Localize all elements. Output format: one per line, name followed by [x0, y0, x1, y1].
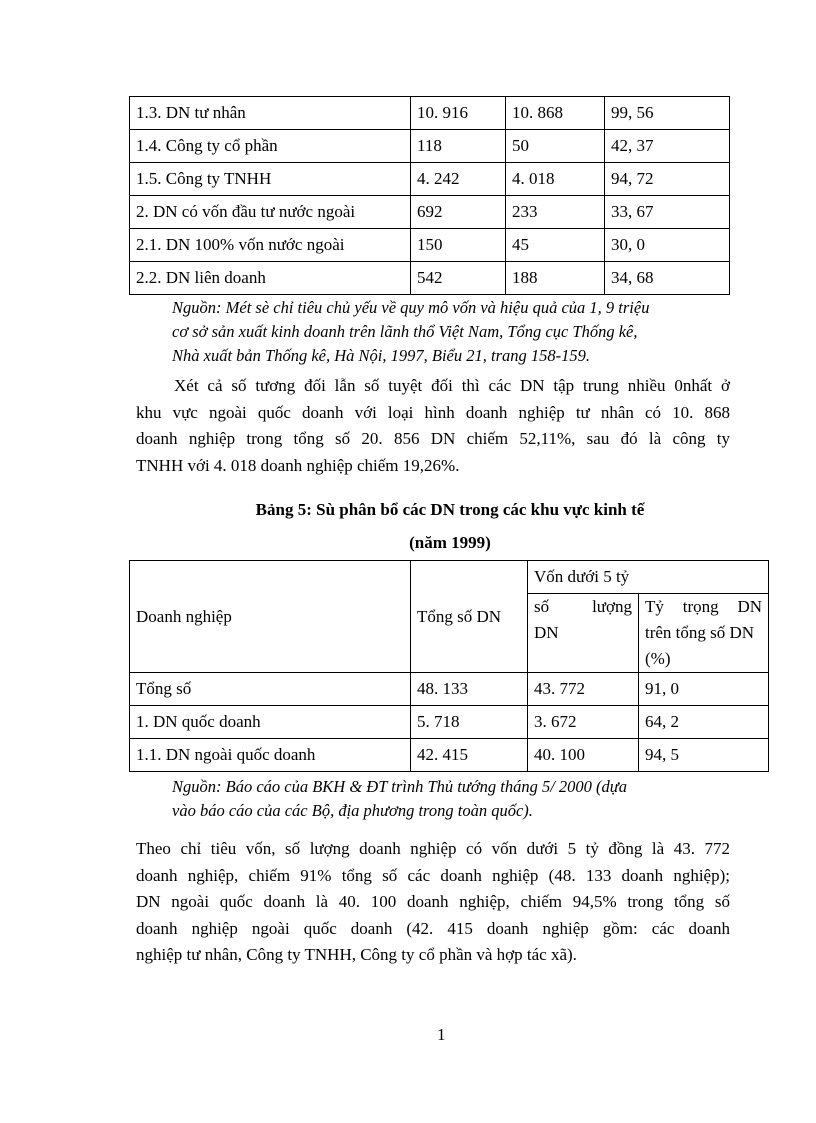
table-cell: 42. 415: [411, 739, 528, 772]
header-cell-enterprise: Doanh nghiệp: [130, 561, 411, 673]
source-line: cơ sở sản xuất kinh doanh trên lãnh thổ Việt Nam, Tổng cục Thống kê,: [172, 322, 638, 341]
page-number: 1: [437, 1025, 446, 1044]
table-cell: 150: [411, 229, 506, 262]
header-line: số lượng: [534, 597, 632, 616]
table-row: [130, 229, 730, 262]
paragraph-line: doanh nghiệp, chiếm 91% tổng số các doanh nghiệp (48. 133 doanh nghiệp);: [136, 865, 730, 885]
table-cell: 40. 100: [528, 739, 639, 772]
table-cell: 233: [506, 196, 605, 229]
table-cell: 692: [411, 196, 506, 229]
table-cell: 45: [506, 229, 605, 262]
table-cell: 99, 56: [605, 97, 730, 130]
table-cell: 3. 672: [528, 706, 639, 739]
table-row: [130, 706, 769, 739]
paragraph-line: doanh nghiệp ngoài quốc doanh (42. 415 doanh nghiệp gồm: các doanh: [136, 918, 730, 938]
paragraph-line: nghiệp tư nhân, Công ty TNHH, Công ty cổ phần và hợp tác xã).: [136, 945, 577, 964]
paragraph-line: Xét cả số tương đối lẫn số tuyệt đối thì các DN tập trung nhiều 0nhất ở: [174, 376, 730, 395]
table-source-note: [172, 775, 732, 823]
source-line: vào báo cáo của các Bộ, địa phương trong toàn quốc).: [172, 801, 533, 820]
table-cell: 50: [506, 130, 605, 163]
table-cell: 1.3. DN tư nhân: [130, 97, 411, 130]
table-cell: 188: [506, 262, 605, 295]
table-cell: 64, 2: [639, 706, 769, 739]
table-cell: 94, 5: [639, 739, 769, 772]
table-header-row: [130, 561, 769, 594]
table-caption: Bảng 5: Sù phân bổ các DN trong các khu vực kinh tế: [255, 500, 645, 519]
table-cell: 1.1. DN ngoài quốc doanh: [130, 739, 411, 772]
table-cell: 91, 0: [639, 673, 769, 706]
table-cell: 33, 67: [605, 196, 730, 229]
header-cell-capital-group: Vốn dưới 5 tỷ: [528, 561, 769, 594]
header-cell-count: [528, 594, 639, 673]
enterprise-capital-table-continued: [129, 96, 730, 295]
source-line: Nhà xuất bản Thống kê, Hà Nội, 1997, Biểu 21, trang 158-159.: [172, 346, 590, 365]
table-row: [130, 130, 730, 163]
table-cell: 2.1. DN 100% vốn nước ngoài: [130, 229, 411, 262]
header-cell-total: Tổng số DN: [411, 561, 528, 673]
table-cell: 5. 718: [411, 706, 528, 739]
table-cell: 34, 68: [605, 262, 730, 295]
table-cell: 10. 868: [506, 97, 605, 130]
source-line: Nguồn: Mét sè chỉ tiêu chủ yếu về quy mô vốn và hiệu quả của 1, 9 triệu: [172, 298, 650, 317]
table-cell: 542: [411, 262, 506, 295]
paragraph-line: doanh nghiệp trong tổng số 20. 856 DN chiếm 52,11%, sau đó là công ty: [136, 429, 730, 448]
table-caption-year: (năm 1999): [409, 533, 491, 552]
table-row: [130, 673, 769, 706]
header-line: Tỷ trọng DN: [645, 597, 762, 616]
paragraph-line: khu vực ngoài quốc doanh với loại hình doanh nghiệp tư nhân có 10. 868: [136, 402, 730, 422]
body-paragraph: [136, 836, 730, 969]
header-line: (%): [645, 649, 671, 668]
table-cell: 43. 772: [528, 673, 639, 706]
table-cell: Tổng số: [130, 673, 411, 706]
table-row: [130, 97, 730, 130]
body-paragraph: [136, 373, 730, 479]
table-row: [130, 163, 730, 196]
table-cell: 94, 72: [605, 163, 730, 196]
table-cell: 4. 242: [411, 163, 506, 196]
table-source-note: [172, 296, 732, 368]
table-cell: 42, 37: [605, 130, 730, 163]
table-row: [130, 196, 730, 229]
source-line: Nguồn: Báo cáo của BKH & ĐT trình Thủ tướng tháng 5/ 2000 (dựa: [172, 777, 628, 796]
table-cell: 1.5. Công ty TNHH: [130, 163, 411, 196]
table-row: [130, 739, 769, 772]
paragraph-line: DN ngoài quốc doanh là 40. 100 doanh nghiệp, chiếm 94,5% trong tổng số: [136, 892, 730, 911]
table-cell: 2.2. DN liên doanh: [130, 262, 411, 295]
table-cell: 1. DN quốc doanh: [130, 706, 411, 739]
table-cell: 2. DN có vốn đầu tư nước ngoài: [130, 196, 411, 229]
header-line: trên tổng số DN: [645, 623, 755, 642]
table-cell: 4. 018: [506, 163, 605, 196]
table-cell: 118: [411, 130, 506, 163]
table-cell: 30, 0: [605, 229, 730, 262]
enterprise-distribution-table: [129, 560, 769, 772]
header-cell-share: [639, 594, 769, 673]
table-cell: 1.4. Công ty cổ phần: [130, 130, 411, 163]
table-cell: 48. 133: [411, 673, 528, 706]
table-row: [130, 262, 730, 295]
paragraph-line: Theo chỉ tiêu vốn, số lượng doanh nghiệp có vốn dưới 5 tỷ đồng là 43. 772: [136, 839, 730, 858]
table-cell: 10. 916: [411, 97, 506, 130]
header-line: DN: [534, 623, 559, 642]
paragraph-line: TNHH với 4. 018 doanh nghiệp chiếm 19,26%.: [136, 455, 460, 475]
